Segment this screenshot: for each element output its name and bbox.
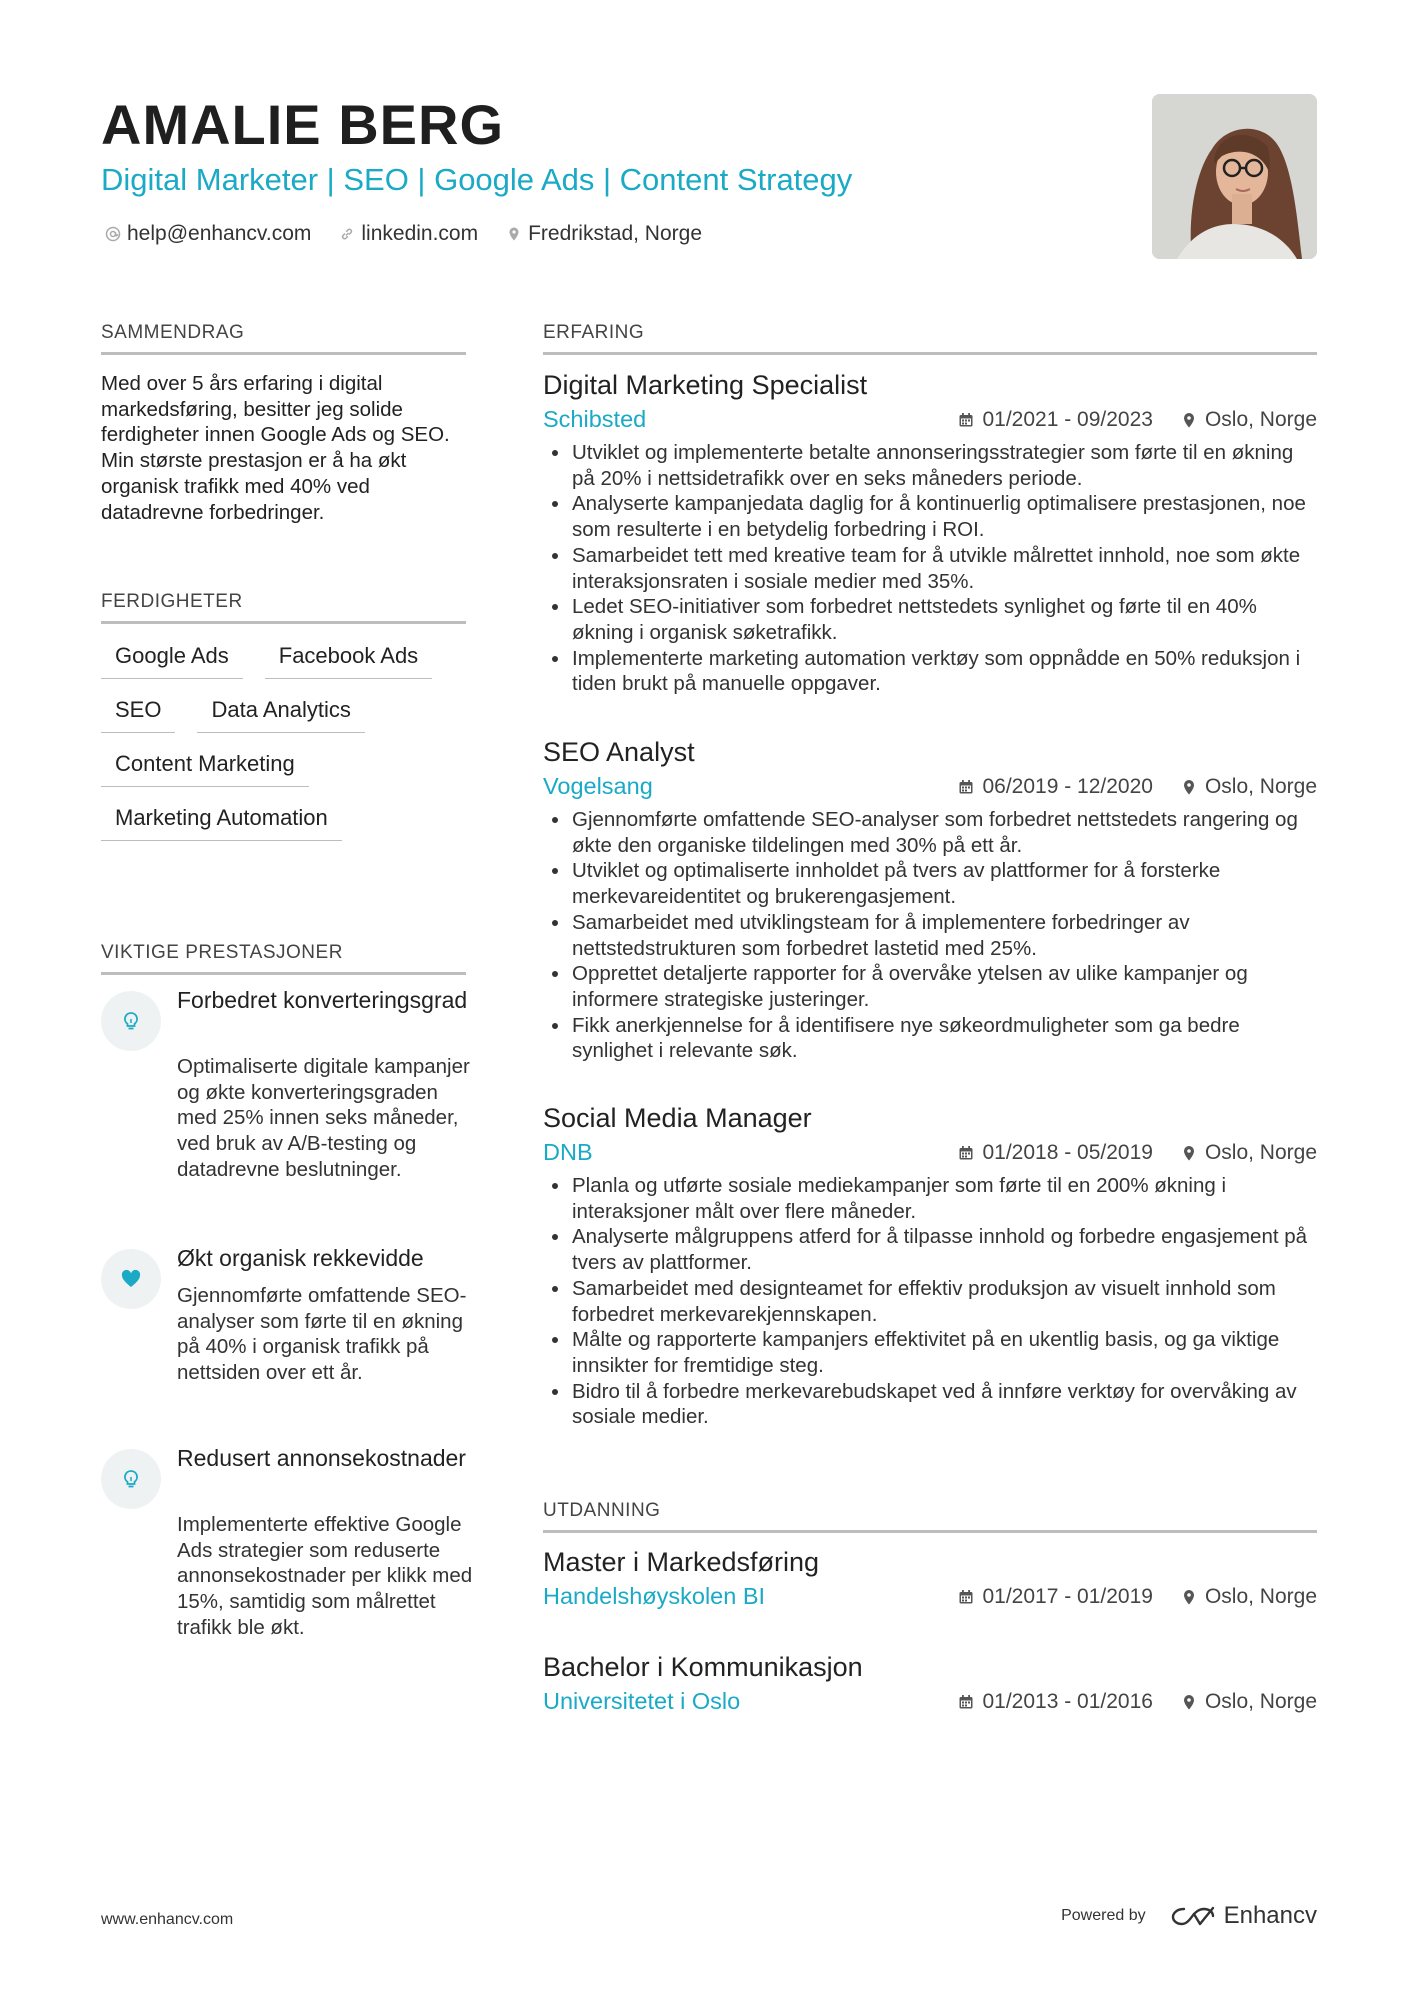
- achievement-title: Økt organisk rekkevidde: [177, 1245, 424, 1271]
- heart-icon: [101, 1249, 161, 1309]
- list-item: Samarbeidet med utviklingsteam for å implementere forbedringer av nettstedstrukturen som forbedret lastetid med 25%.: [543, 910, 1317, 961]
- footer-website[interactable]: www.enhancv.com: [101, 1911, 234, 1928]
- job-location: Oslo, Norge: [1204, 775, 1317, 798]
- list-item: Analyserte målgruppens atferd for å tilpasse innhold og forbedre engasjement på tvers av plattformer.: [543, 1224, 1317, 1275]
- job-location: Oslo, Norge: [1204, 408, 1317, 431]
- map-pin-icon: [1181, 1694, 1197, 1710]
- education-dates: 01/2017 - 01/2019: [982, 1585, 1153, 1608]
- map-pin-icon: [506, 226, 522, 242]
- section-title-summary: SAMMENDRAG: [101, 320, 466, 355]
- skill-tag: SEO: [101, 696, 175, 733]
- contact-location: [506, 219, 702, 249]
- experience-item: [543, 368, 1317, 697]
- education-location: Oslo, Norge: [1204, 1585, 1317, 1608]
- school-name: Universitetet i Oslo: [543, 1688, 741, 1714]
- summary-text: Med over 5 års erfaring i digital markedsføring, besitter jeg solide ferdigheter innen Google Ads og SEO. Min største prestasjon er å ha økt organisk trafikk med 40% ved datadrevne forbedringer.: [101, 372, 450, 524]
- job-bullets: [543, 1173, 1317, 1430]
- linkedin-text: linkedin.com: [361, 222, 479, 245]
- achievement-title: Redusert annonsekostnader: [177, 1445, 466, 1471]
- list-item: Samarbeidet tett med kreative team for å utvikle målrettet innhold, noe som økte interaksjonsraten i sosiale medier med 35%.: [543, 543, 1317, 594]
- list-item: Implementerte marketing automation verktøy som oppnådde en 50% reduksjon i tiden brukt på manuelle oppgaver.: [543, 646, 1317, 697]
- job-title: Social Media Manager: [543, 1103, 812, 1133]
- degree-title: Master i Markedsføring: [543, 1547, 820, 1577]
- list-item: Opprettet detaljerte rapporter for å overvåke ytelsen av ulike kampanjer og informere strategiske justeringer.: [543, 961, 1317, 1012]
- education-item: [543, 1545, 1317, 1617]
- achievement-description: Implementerte effektive Google Ads strategier som reduserte annonsekostnader per klikk med 15%, samtidig som målrettet trafikk ble økt.: [177, 1513, 473, 1639]
- lightbulb-icon: [101, 1449, 161, 1509]
- job-dates: 06/2019 - 12/2020: [982, 775, 1153, 798]
- location-text: Fredrikstad, Norge: [528, 222, 703, 245]
- skill-tag: Google Ads: [101, 642, 243, 679]
- map-pin-icon: [1181, 1145, 1197, 1161]
- section-title-achievements: VIKTIGE PRESTASJONER: [101, 940, 466, 975]
- achievement-description: Optimaliserte digitale kampanjer og økte konverteringsgraden med 25% innen seks måneder, ved bruk av A/B-testing og datadrevne beslutninger.: [177, 1055, 470, 1181]
- job-dates: 01/2021 - 09/2023: [982, 408, 1153, 431]
- lightbulb-icon: [101, 991, 161, 1051]
- map-pin-icon: [1181, 779, 1197, 795]
- calendar-icon: [958, 779, 974, 795]
- powered-by-label: Powered by: [1061, 1907, 1146, 1924]
- section-title-experience: ERFARING: [543, 320, 1317, 355]
- list-item: Gjennomførte omfattende SEO-analyser som forbedret nettstedets rangering og økte den organiske tildelingen med 30% på ett år.: [543, 807, 1317, 858]
- job-dates: 01/2018 - 05/2019: [982, 1141, 1153, 1164]
- section-title-education: UTDANNING: [543, 1498, 1317, 1533]
- list-item: Bidro til å forbedre merkevarebudskapet ved å innføre verktøy for overvåking av sosiale medier.: [543, 1379, 1317, 1430]
- list-item: Utviklet og optimaliserte innholdet på tvers av plattformer for å forsterke merkevareidentitet og brukerengasjement.: [543, 858, 1317, 909]
- list-item: Målte og rapporterte kampanjers effektivitet på en ukentlig basis, og ga viktige innsikter for fremtidige steg.: [543, 1327, 1317, 1378]
- skill-tag: Content Marketing: [101, 750, 309, 787]
- skill-tag: Data Analytics: [197, 696, 364, 733]
- section-title-skills: FERDIGHETER: [101, 589, 466, 624]
- achievement-title: Forbedret konverteringsgrad: [177, 987, 468, 1013]
- list-item: Utviklet og implementerte betalte annonseringsstrategier som førte til en økning på 20% i nettsidetrafikk over en seks måneders periode.: [543, 440, 1317, 491]
- enhancv-logo[interactable]: [1170, 1902, 1317, 1930]
- enhancv-logo-icon: [1170, 1904, 1216, 1928]
- skill-tag: Facebook Ads: [265, 642, 432, 679]
- job-title: Digital Marketing Specialist: [543, 370, 868, 400]
- contact-linkedin[interactable]: [339, 219, 478, 249]
- brand-name: Enhancv: [1223, 1902, 1317, 1929]
- contact-email[interactable]: [105, 219, 311, 249]
- school-name: Handelshøyskolen BI: [543, 1583, 766, 1609]
- skill-tag: Marketing Automation: [101, 804, 342, 841]
- list-item: Analyserte kampanjedata daglig for å kontinuerlig optimalisere prestasjonen, noe som resulterte i en betydelig forbedring i ROI.: [543, 491, 1317, 542]
- email-text: help@enhancv.com: [127, 222, 312, 245]
- at-icon: [105, 226, 121, 242]
- job-bullets: [543, 807, 1317, 1064]
- link-icon: [339, 226, 355, 242]
- list-item: Ledet SEO-initiativer som forbedret nettstedets synlighet og førte til en 40% økning i organisk søketrafikk.: [543, 594, 1317, 645]
- education-location: Oslo, Norge: [1204, 1690, 1317, 1713]
- skills-list: [101, 642, 471, 858]
- calendar-icon: [958, 1589, 974, 1605]
- map-pin-icon: [1181, 1589, 1197, 1605]
- footer-branding: [1061, 1902, 1317, 1930]
- company-name: Schibsted: [543, 406, 647, 432]
- calendar-icon: [958, 1145, 974, 1161]
- list-item: Planla og utførte sosiale mediekampanjer som førte til en 200% økning i interaksjoner målt over flere måneder.: [543, 1173, 1317, 1224]
- calendar-icon: [958, 1694, 974, 1710]
- experience-item: [543, 735, 1317, 1064]
- job-location: Oslo, Norge: [1204, 1141, 1317, 1164]
- company-name: DNB: [543, 1139, 593, 1165]
- candidate-name: AMALIE BERG: [101, 93, 504, 156]
- degree-title: Bachelor i Kommunikasjon: [543, 1652, 863, 1682]
- company-name: Vogelsang: [543, 773, 653, 799]
- education-item: [543, 1650, 1317, 1722]
- list-item: Samarbeidet med designteamet for effektiv produksjon av visuelt innhold som forbedret merkevarekjennskapen.: [543, 1276, 1317, 1327]
- map-pin-icon: [1181, 412, 1197, 428]
- profile-photo: [1152, 94, 1317, 259]
- calendar-icon: [958, 412, 974, 428]
- job-title: SEO Analyst: [543, 737, 695, 767]
- contact-bar: [105, 219, 702, 249]
- list-item: Fikk anerkjennelse for å identifisere nye søkeordmuligheter som ga bedre synlighet i relevante søk.: [543, 1013, 1317, 1064]
- education-dates: 01/2013 - 01/2016: [982, 1690, 1153, 1713]
- achievement-description: Gjennomførte omfattende SEO-analyser som førte til en økning på 40% i organisk trafikk på nettsiden over ett år.: [177, 1284, 467, 1385]
- headline: Digital Marketer | SEO | Google Ads | Content Strategy: [101, 162, 853, 197]
- experience-item: [543, 1101, 1317, 1430]
- job-bullets: [543, 440, 1317, 697]
